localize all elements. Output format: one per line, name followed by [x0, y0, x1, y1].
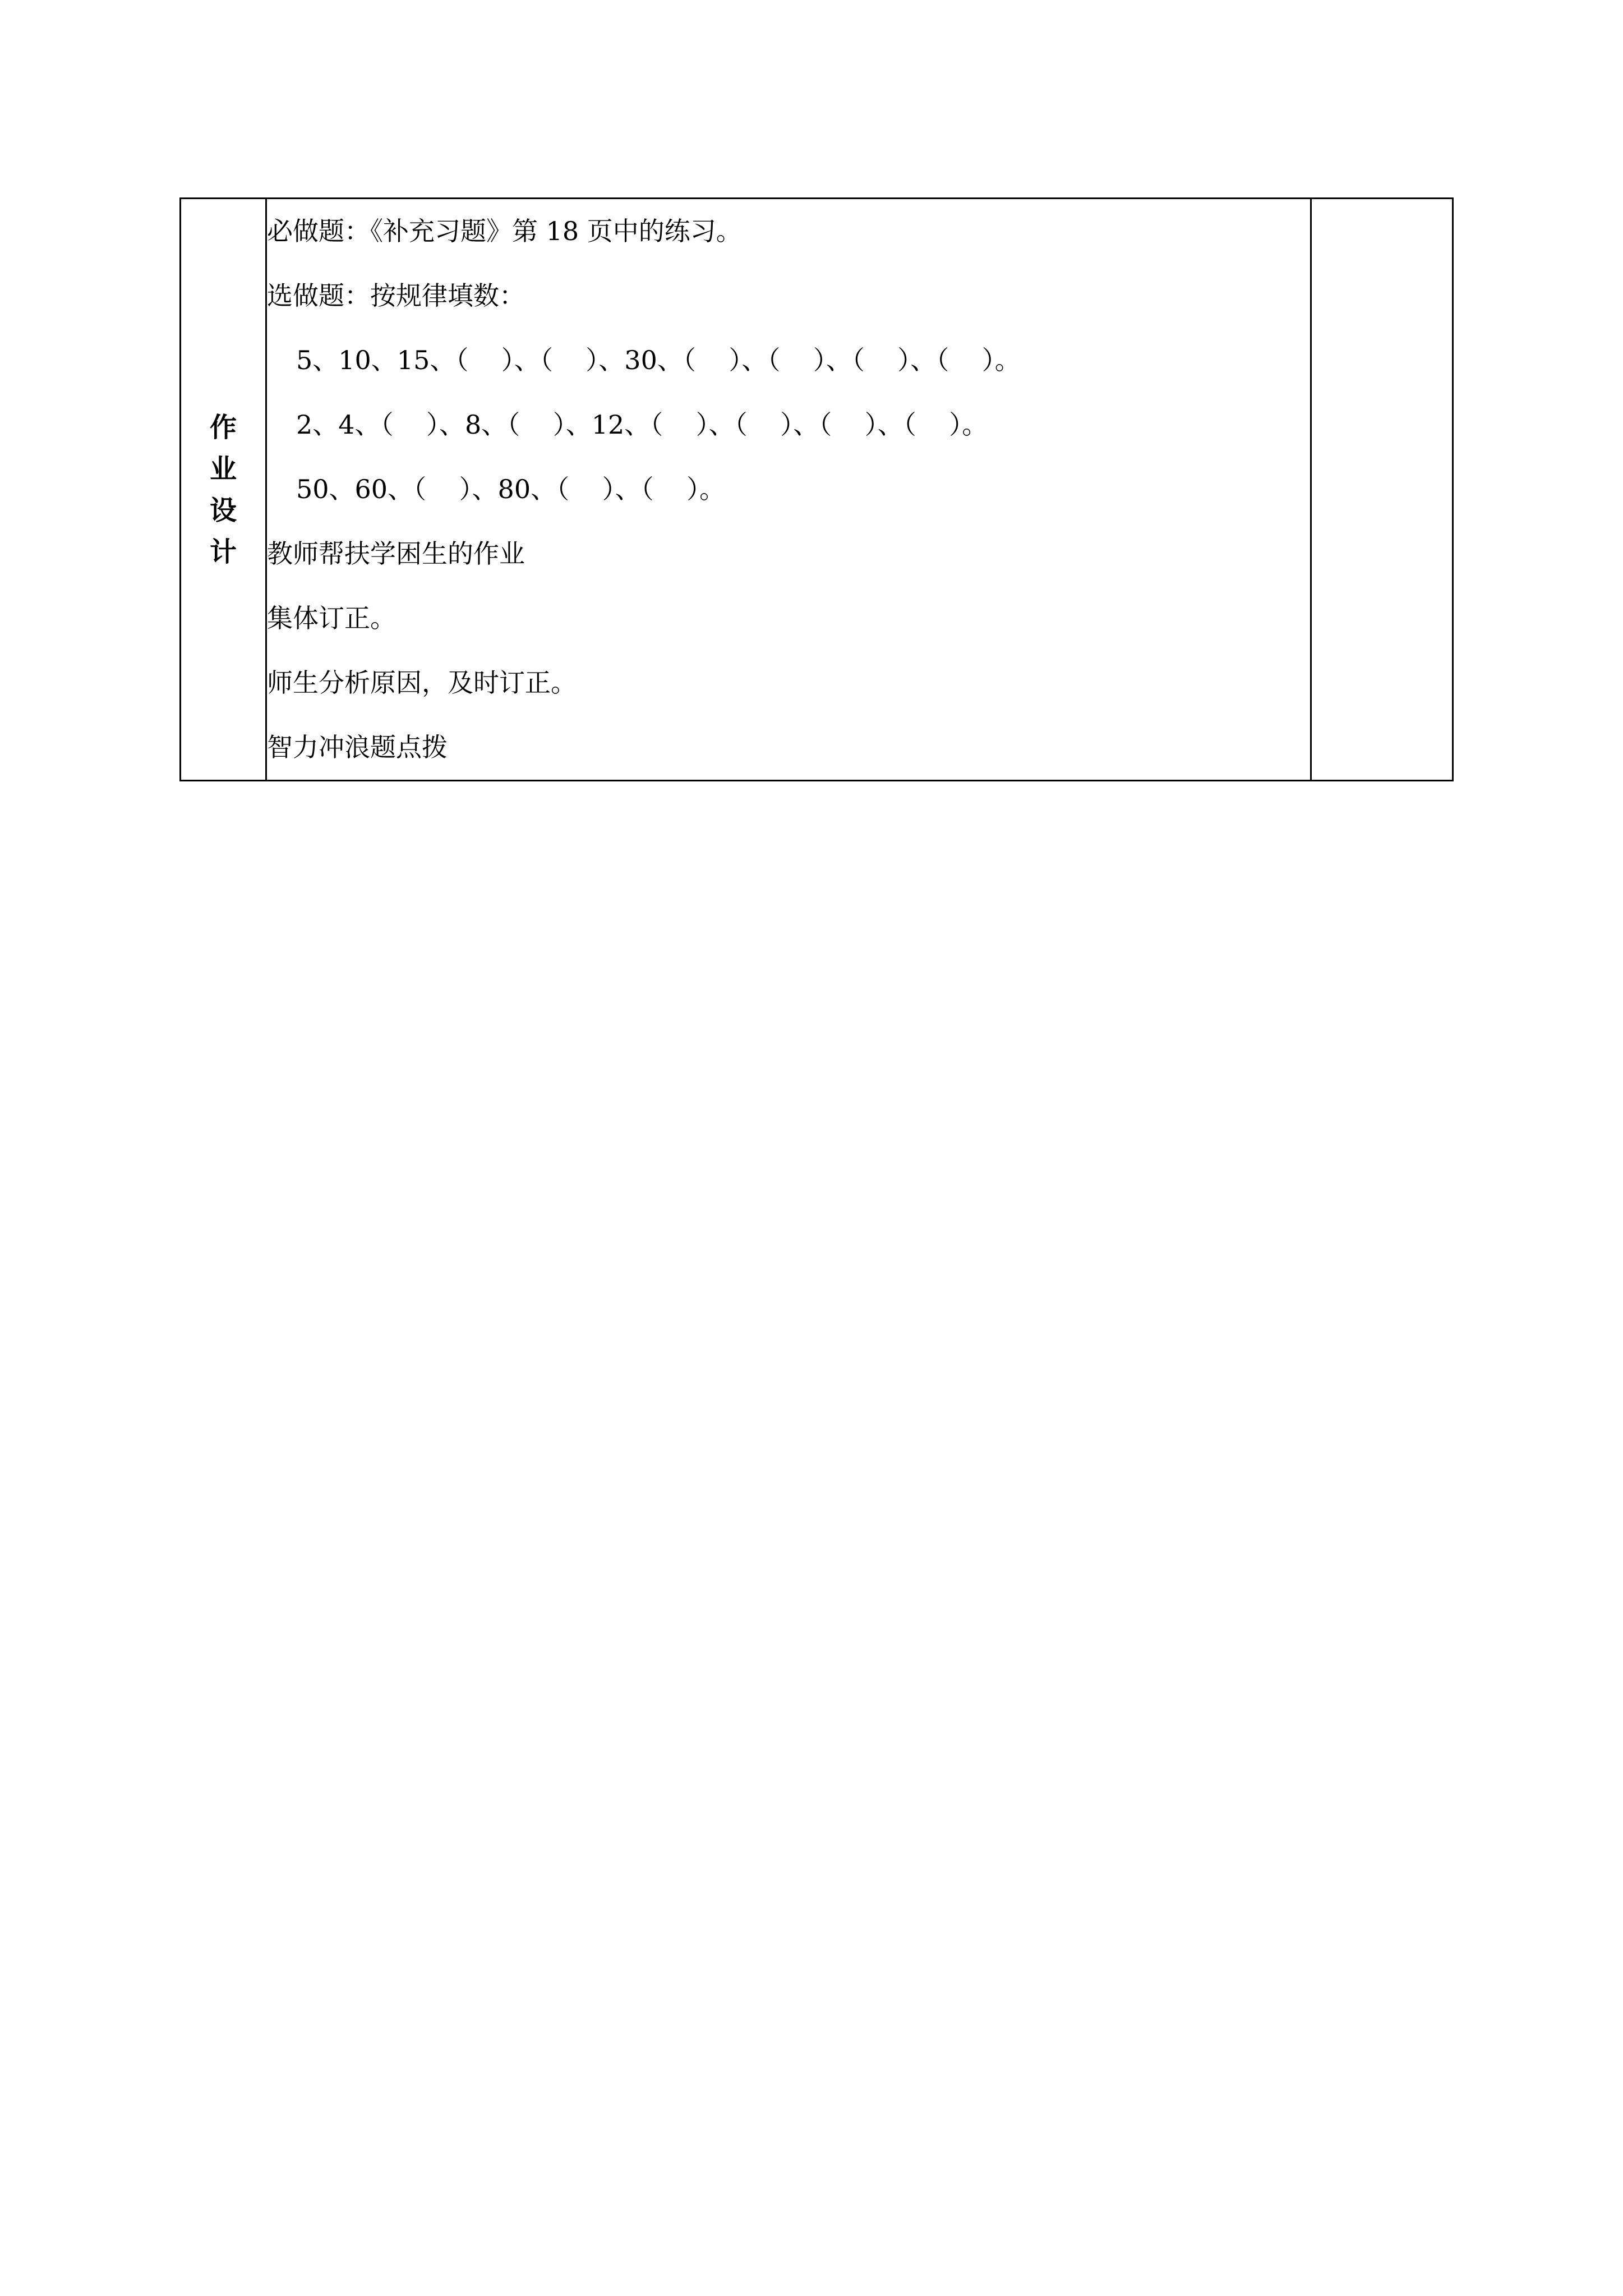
notes-cell	[1311, 199, 1453, 781]
group-correction-line: 集体订正。	[267, 603, 396, 633]
section-label-cell	[181, 199, 266, 781]
required-homework-line: 必做题：《补充习题》第 18 页中的练习。	[267, 216, 742, 246]
sequence-exercise-2: 2、4、（ ）、8、（ ）、12、（ ）、（ ）、（ ）、（ ）。	[296, 409, 988, 440]
homework-content-cell	[266, 199, 1311, 781]
analysis-line: 师生分析原因，及时订正。	[267, 668, 577, 698]
section-label: 作业设计	[209, 411, 237, 568]
teacher-help-line: 教师帮扶学困生的作业	[267, 539, 525, 569]
table-row	[181, 199, 1453, 781]
homework-design-table	[179, 197, 1454, 781]
sequence-exercise-1: 5、10、15、（ ）、（ ）、30、（ ）、（ ）、（ ）、（ ）。	[296, 345, 1021, 375]
sequence-exercise-3: 50、60、（ ）、80、（ ）、（ ）。	[296, 474, 726, 504]
optional-homework-line: 选做题：按规律填数：	[267, 280, 525, 311]
challenge-guidance-line: 智力冲浪题点拨	[267, 732, 448, 762]
